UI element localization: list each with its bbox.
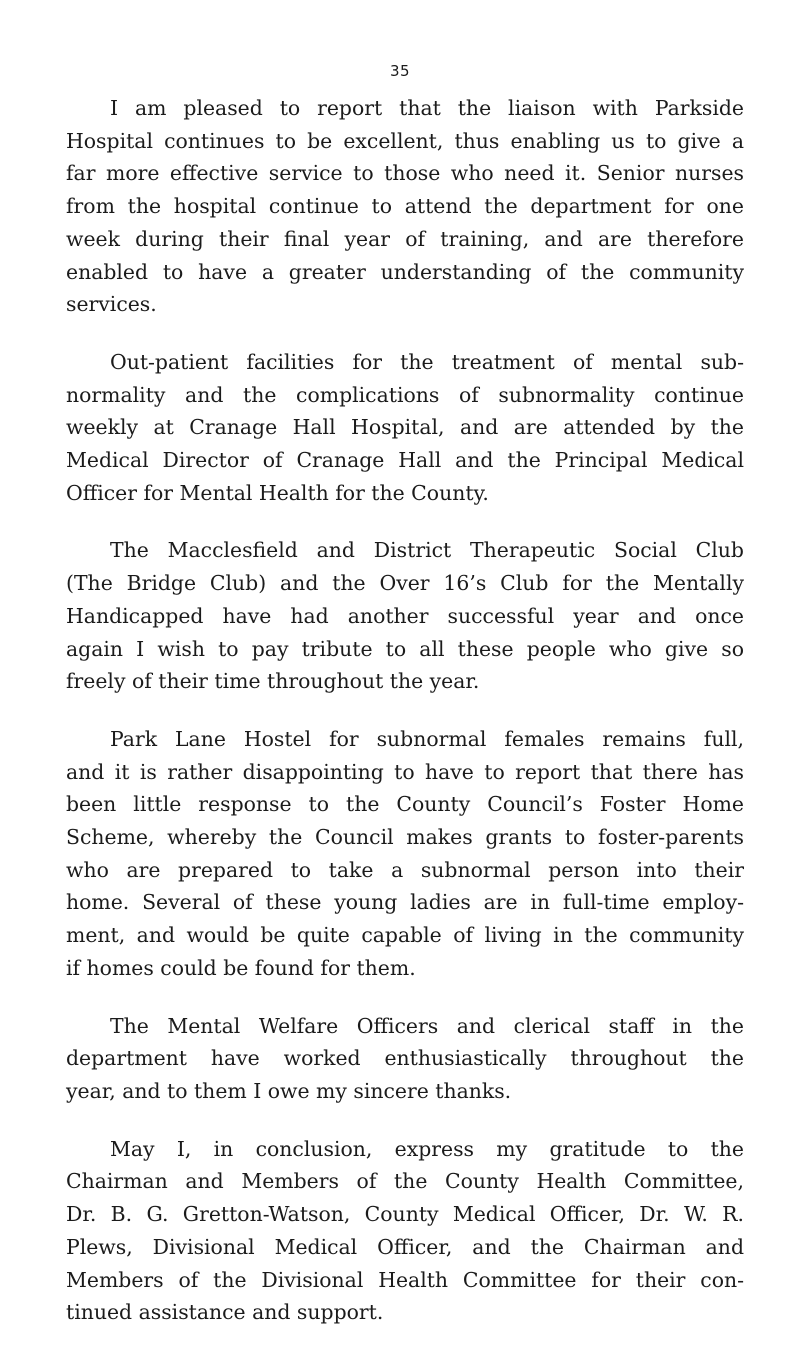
text-line: freely of their time throughout the year. bbox=[66, 669, 480, 694]
page-number: 35 bbox=[389, 62, 411, 80]
text-line: Out-patient facilities for the treatment of mental sub- bbox=[110, 349, 744, 374]
text-line: tinued assistance and support. bbox=[66, 1300, 384, 1325]
text-line: (The Bridge Club) and the Over 16’s Club for the Mentally bbox=[66, 571, 744, 596]
text-line: and it is rather disappointing to have to report that there has bbox=[66, 759, 744, 784]
text-line: May I, in conclusion, express my gratitude to the bbox=[110, 1136, 744, 1161]
text-line: normality and the complications of subnormality continue bbox=[66, 382, 744, 407]
text-line: Members of the Divisional Health Committee for their con- bbox=[66, 1267, 744, 1292]
text-line: far more effective service to those who need it. Senior nurses bbox=[66, 161, 744, 186]
text-line: home. Several of these young ladies are in full-time employ- bbox=[66, 890, 744, 915]
text-line: Scheme, whereby the Council makes grants to foster-parents bbox=[66, 825, 744, 850]
text-line: enabled to have a greater understanding of the community bbox=[66, 259, 744, 284]
body-text bbox=[66, 92, 744, 1354]
text-line: I am pleased to report that the liaison with Parkside bbox=[110, 96, 744, 120]
text-line: again I wish to pay tribute to all these people who give so bbox=[66, 636, 744, 661]
paragraph-out-patient-facilities bbox=[66, 346, 744, 510]
text-line: The Macclesfield and District Therapeutic Social Club bbox=[110, 538, 744, 563]
text-line: department have worked enthusiastically throughout the bbox=[66, 1046, 744, 1071]
text-line: Park Lane Hostel for subnormal females remains full, bbox=[110, 726, 744, 751]
text-line: The Mental Welfare Officers and clerical staff in the bbox=[110, 1013, 744, 1038]
paragraph-conclusion bbox=[66, 1133, 744, 1329]
text-line: Plews, Divisional Medical Officer, and the Chairman and bbox=[66, 1234, 744, 1259]
text-line: Officer for Mental Health for the County. bbox=[66, 480, 489, 505]
text-line: if homes could be found for them. bbox=[66, 955, 416, 980]
text-line: from the hospital continue to attend the department for one bbox=[66, 194, 744, 219]
text-line: been little response to the County Council’s Foster Home bbox=[66, 792, 744, 817]
text-line: week during their final year of training, and are therefore bbox=[66, 226, 744, 251]
paragraph-social-club bbox=[66, 534, 744, 698]
text-line: Handicapped have had another successful year and once bbox=[66, 603, 744, 628]
text-line: Dr. B. G. Gretton-Watson, County Medical Officer, Dr. W. R. bbox=[66, 1202, 744, 1227]
text-line: services. bbox=[66, 292, 157, 317]
text-line: weekly at Cranage Hall Hospital, and are attended by the bbox=[66, 415, 744, 440]
paragraph-welfare-officers bbox=[66, 1010, 744, 1108]
paragraph-parkside-liaison bbox=[66, 92, 744, 321]
text-line: who are prepared to take a subnormal person into their bbox=[66, 857, 744, 882]
paragraph-park-lane-hostel bbox=[66, 723, 744, 985]
text-line: Medical Director of Cranage Hall and the Principal Medical bbox=[66, 448, 744, 473]
text-line: ment, and would be quite capable of living in the community bbox=[66, 923, 744, 948]
text-line: year, and to them I owe my sincere thanks. bbox=[66, 1078, 512, 1103]
text-line: Chairman and Members of the County Health Committee, bbox=[66, 1169, 744, 1194]
text-line: Hospital continues to be excellent, thus enabling us to give a bbox=[66, 128, 744, 153]
